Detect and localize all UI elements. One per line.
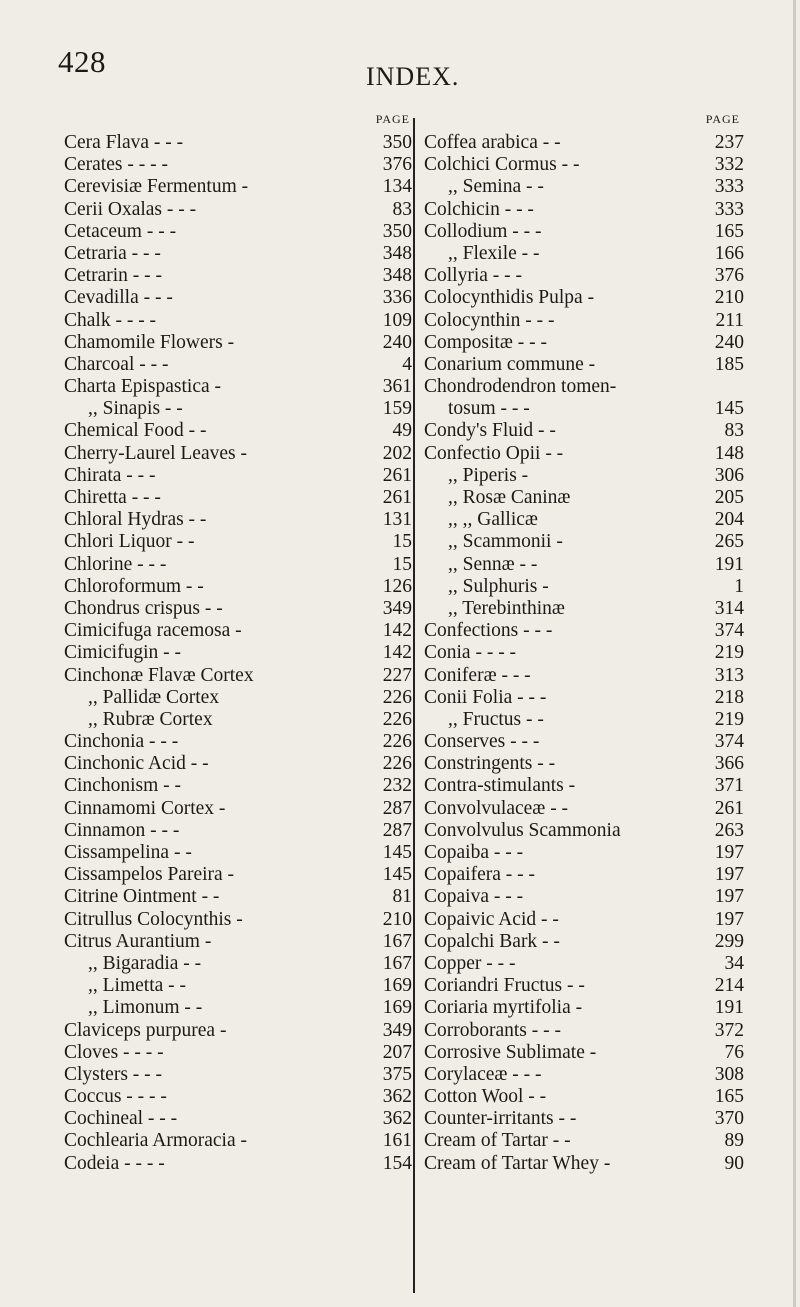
index-entry [64, 1042, 412, 1064]
index-term: Corylaceæ - - - [424, 1063, 542, 1085]
index-entry [424, 554, 744, 576]
index-term: Copaivic Acid - - [424, 908, 559, 930]
index-page-ref: 142 [382, 620, 412, 642]
index-term: ,, Sennæ - - [448, 553, 538, 575]
index-column-left [64, 112, 412, 1175]
index-term: Chondrodendron tomen- [424, 376, 617, 398]
index-page-ref: 313 [714, 664, 744, 686]
index-page-ref: 191 [714, 997, 744, 1019]
index-term: Constringents - - [424, 753, 556, 775]
index-entry [424, 665, 744, 687]
index-term: Conia - - - - [424, 642, 517, 664]
index-entry [64, 576, 412, 598]
index-entry [424, 709, 744, 731]
index-entry [64, 1153, 412, 1175]
index-entry [64, 1064, 412, 1086]
index-page-ref: 197 [714, 864, 744, 886]
index-entry [424, 775, 744, 797]
index-term: Corroborants - - - [424, 1019, 562, 1041]
index-page-ref: 145 [382, 864, 412, 886]
index-entry [64, 820, 412, 842]
index-entry [424, 576, 744, 598]
index-entry [64, 531, 412, 553]
index-term: Charta Epispastica - [64, 376, 222, 398]
index-entry [424, 420, 744, 442]
index-page-ref: 261 [382, 464, 412, 486]
index-term: Cinchonæ Flavæ Cortex [64, 664, 254, 686]
index-entry [64, 997, 412, 1019]
index-entry [424, 842, 744, 864]
index-term: ,, Flexile - - [448, 242, 540, 264]
index-term: Chlorine - - - [64, 553, 167, 575]
index-entry [64, 753, 412, 775]
index-entry [424, 798, 744, 820]
index-term: Collyria - - - [424, 265, 523, 287]
index-term: Cimicifugin - - [64, 642, 181, 664]
index-term: Conserves - - - [424, 731, 540, 753]
index-entry [64, 598, 412, 620]
index-term: Copalchi Bark - - [424, 930, 560, 952]
index-page-ref: 226 [382, 753, 412, 775]
index-page-ref: 362 [382, 1086, 412, 1108]
index-term: Chondrus crispus - - [64, 597, 223, 619]
index-entry [64, 709, 412, 731]
page-column-heading: PAGE [375, 112, 410, 126]
index-page-ref: 90 [724, 1152, 744, 1174]
index-term: Cloves - - - - [64, 1041, 164, 1063]
index-page-ref: 161 [382, 1130, 412, 1152]
index-entry [424, 199, 744, 221]
index-term: Citrullus Colocynthis - [64, 908, 243, 930]
index-term: Copaifera - - - [424, 864, 535, 886]
index-term: Cream of Tartar Whey - [424, 1152, 611, 1174]
index-page-ref: 287 [382, 797, 412, 819]
index-entry [424, 465, 744, 487]
index-entry [424, 931, 744, 953]
index-entry [424, 243, 744, 265]
index-term: Coccus - - - - [64, 1086, 167, 1108]
index-term: Cinchonism - - [64, 775, 181, 797]
index-term: Convolvulus Scammonia [424, 819, 621, 841]
index-page-ref: 332 [714, 154, 744, 176]
index-page-ref: 374 [714, 620, 744, 642]
index-entry [64, 199, 412, 221]
index-term: ,, Semina - - [448, 176, 544, 198]
index-page-ref: 191 [714, 553, 744, 575]
index-entry [424, 1130, 744, 1152]
index-entry [424, 221, 744, 243]
index-entry [64, 332, 412, 354]
index-page-ref: 333 [714, 176, 744, 198]
index-page-ref: 226 [382, 686, 412, 708]
index-page-ref: 154 [382, 1152, 412, 1174]
index-entry [64, 975, 412, 997]
index-entry [424, 642, 744, 664]
index-page-ref: 376 [382, 154, 412, 176]
index-entry [424, 687, 744, 709]
index-term: ,, Bigaradia - - [88, 952, 202, 974]
index-entry [64, 287, 412, 309]
index-entry [64, 176, 412, 198]
index-entry [64, 154, 412, 176]
index-page-ref: 165 [714, 1086, 744, 1108]
index-term: Colchicin - - - [424, 198, 534, 220]
index-page-ref: 336 [382, 287, 412, 309]
index-entry [64, 620, 412, 642]
index-page-ref: 375 [382, 1063, 412, 1085]
index-entry [424, 909, 744, 931]
index-term: ,, Scammonii - [448, 531, 563, 553]
index-term: ,, Limonum - - [88, 997, 203, 1019]
index-entry [64, 642, 412, 664]
index-entry [424, 953, 744, 975]
index-entry [424, 443, 744, 465]
index-entry [424, 287, 744, 309]
index-entry [64, 221, 412, 243]
index-term: Copaiva - - - [424, 886, 524, 908]
index-page-ref: 49 [392, 420, 412, 442]
index-entry [64, 243, 412, 265]
index-entry [424, 354, 744, 376]
index-entry [64, 953, 412, 975]
index-page-ref: 348 [382, 242, 412, 264]
index-entry [64, 265, 412, 287]
index-entry [64, 487, 412, 509]
index-term: ,, Fructus - - [448, 708, 544, 730]
index-term: ,, Terebinthinæ [448, 597, 565, 619]
index-page-ref: 166 [714, 242, 744, 264]
index-page-ref: 1 [734, 575, 744, 597]
index-term: Contra-stimulants - [424, 775, 576, 797]
index-term: Colchici Cormus - - [424, 154, 580, 176]
index-page-ref: 350 [382, 132, 412, 153]
index-term: Counter-irritants - - [424, 1108, 577, 1130]
index-page-ref: 83 [724, 420, 744, 442]
index-term: Cissampelina - - [64, 842, 192, 863]
index-term: tosum - - - [448, 398, 530, 420]
index-page-ref: 374 [714, 731, 744, 753]
index-term: Cissampelos Pareira - [64, 864, 235, 886]
index-page-ref: 145 [714, 398, 744, 420]
index-page-ref: 83 [392, 198, 412, 220]
index-term: Cerates - - - - [64, 154, 168, 176]
index-term: Conarium commune - [424, 353, 596, 375]
index-page-ref: 145 [382, 842, 412, 863]
index-entry [64, 909, 412, 931]
index-entry [424, 265, 744, 287]
index-term: Charcoal - - - [64, 353, 169, 375]
index-entry [424, 332, 744, 354]
index-page-ref: 349 [382, 597, 412, 619]
index-term: Chemical Food - - [64, 420, 207, 442]
index-page-ref: 207 [382, 1041, 412, 1063]
index-page-ref: 214 [714, 975, 744, 997]
index-entry [64, 886, 412, 908]
index-entry [424, 509, 744, 531]
index-term: Cinchonia - - - [64, 731, 179, 753]
page-column-heading: PAGE [705, 112, 740, 126]
index-term: Cerii Oxalas - - - [64, 198, 197, 220]
index-page-ref: 219 [714, 642, 744, 664]
index-page-ref: 261 [382, 487, 412, 508]
index-term: Citrus Aurantium - [64, 930, 212, 952]
index-term: Cimicifuga racemosa - [64, 620, 242, 642]
page-number: 428 [58, 44, 106, 79]
index-page-ref: 197 [714, 886, 744, 908]
index-term: Confectio Opii - - [424, 442, 564, 464]
index-term: ,, Piperis - [448, 464, 529, 486]
index-term: Convolvulaceæ - - [424, 797, 569, 819]
index-term: Compositæ - - - [424, 331, 547, 353]
index-page-ref: 165 [714, 220, 744, 242]
index-term: Cotton Wool - - [424, 1086, 547, 1108]
index-page-ref: 197 [714, 842, 744, 863]
index-term: Colocynthin - - - [424, 309, 555, 331]
index-page-ref: 205 [714, 487, 744, 508]
index-page-ref: 263 [714, 819, 744, 841]
index-term: ,, Sinapis - - [88, 398, 183, 420]
index-term: Coriaria myrtifolia - [424, 997, 583, 1019]
index-page-ref: 169 [382, 975, 412, 997]
index-page-ref: 370 [714, 1108, 744, 1130]
index-entry [64, 398, 412, 420]
index-entry [64, 443, 412, 465]
index-term: ,, Limetta - - [88, 975, 187, 997]
index-page-ref: 261 [714, 797, 744, 819]
index-term: Chiretta - - - [64, 487, 161, 508]
index-page-ref: 126 [382, 575, 412, 597]
index-entry [424, 864, 744, 886]
index-term: Cerevisiæ Fermentum - [64, 176, 249, 198]
index-page-ref: 159 [382, 398, 412, 420]
index-term: Confections - - - [424, 620, 553, 642]
index-page-ref: 240 [382, 331, 412, 353]
index-entry [424, 1042, 744, 1064]
index-term: Chalk - - - - [64, 309, 157, 331]
index-entry [424, 154, 744, 176]
index-entry [64, 509, 412, 531]
index-page-ref: 202 [382, 442, 412, 464]
index-page-ref: 169 [382, 997, 412, 1019]
index-entry [424, 310, 744, 332]
index-entry [424, 731, 744, 753]
index-page-ref: 218 [714, 686, 744, 708]
index-page-ref: 237 [714, 132, 744, 153]
index-page-ref: 134 [382, 176, 412, 198]
index-term: Condy's Fluid - - [424, 420, 556, 442]
index-page-ref: 372 [714, 1019, 744, 1041]
index-page-ref: 299 [714, 930, 744, 952]
index-term: Chloroformum - - [64, 575, 204, 597]
index-page-ref: 361 [382, 376, 412, 398]
index-term: Coriandri Fructus - - [424, 975, 585, 997]
index-page-ref: 226 [382, 708, 412, 730]
index-term: Cevadilla - - - [64, 287, 173, 309]
index-page-ref: 349 [382, 1019, 412, 1041]
index-page-ref: 348 [382, 265, 412, 287]
index-entry [64, 132, 412, 154]
index-entry [64, 665, 412, 687]
index-page-ref: 142 [382, 642, 412, 664]
index-term: Chloral Hydras - - [64, 509, 207, 531]
index-term: Colocynthidis Pulpa - [424, 287, 595, 309]
index-entry [64, 864, 412, 886]
index-page-ref: 109 [382, 309, 412, 331]
index-entry [64, 1130, 412, 1152]
index-entry [424, 886, 744, 908]
index-entry [424, 176, 744, 198]
index-page-ref: 76 [724, 1041, 744, 1063]
index-term: Conii Folia - - - [424, 686, 547, 708]
index-entry [424, 1153, 744, 1175]
index-term: Citrine Ointment - - [64, 886, 220, 908]
index-entry [424, 1086, 744, 1108]
index-page-ref: 314 [714, 597, 744, 619]
index-page-ref: 265 [714, 531, 744, 553]
index-page-ref: 350 [382, 220, 412, 242]
index-entry [424, 1108, 744, 1130]
index-term: Cherry-Laurel Leaves - [64, 442, 247, 464]
index-term: Cetaceum - - - [64, 220, 177, 242]
index-page-ref: 227 [382, 664, 412, 686]
index-term: Coffea arabica - - [424, 132, 561, 153]
index-page-ref: 81 [392, 886, 412, 908]
index-page-ref: 333 [714, 198, 744, 220]
index-page-ref: 226 [382, 731, 412, 753]
index-term: ,, ,, Gallicæ [448, 509, 538, 531]
index-page-ref: 167 [382, 952, 412, 974]
index-term: Cetraria - - - [64, 242, 161, 264]
page-edge [793, 0, 796, 1307]
index-page-ref: 185 [714, 353, 744, 375]
index-entry [64, 842, 412, 864]
index-page-ref: 240 [714, 331, 744, 353]
index-page-ref: 167 [382, 930, 412, 952]
index-entry [424, 1064, 744, 1086]
index-entry [64, 354, 412, 376]
index-term: Cinchonic Acid - - [64, 753, 209, 775]
index-term: Chlori Liquor - - [64, 531, 195, 553]
index-entry [424, 598, 744, 620]
index-column-right [424, 112, 744, 1175]
index-term: Chamomile Flowers - [64, 331, 235, 353]
index-entry [424, 753, 744, 775]
index-page-ref: 219 [714, 708, 744, 730]
index-entry [64, 1108, 412, 1130]
index-term: Cream of Tartar - - [424, 1130, 571, 1152]
index-page-ref: 34 [724, 952, 744, 974]
index-entry [424, 398, 744, 420]
index-entry [424, 1020, 744, 1042]
index-term: Cochlearia Armoracia - [64, 1130, 247, 1152]
index-term: Coniferæ - - - [424, 664, 531, 686]
index-entry [64, 420, 412, 442]
index-term: Copper - - - [424, 952, 516, 974]
index-page-ref: 211 [715, 309, 744, 331]
index-entry [424, 487, 744, 509]
index-entry [424, 975, 744, 997]
index-page-ref: 197 [714, 908, 744, 930]
index-page-ref: 366 [714, 753, 744, 775]
index-entry [424, 531, 744, 553]
index-term: Chirata - - - [64, 464, 156, 486]
index-term: ,, Rubræ Cortex [88, 708, 213, 730]
index-page-ref: 232 [382, 775, 412, 797]
index-page-ref: 371 [714, 775, 744, 797]
index-page-ref: 15 [392, 553, 412, 575]
column-divider [413, 118, 415, 1293]
index-entry [424, 132, 744, 154]
index-term: ,, Sulphuris - [448, 575, 549, 597]
index-term: Cetrarin - - - [64, 265, 162, 287]
index-page-ref: 89 [724, 1130, 744, 1152]
index-entry [424, 376, 744, 398]
index-entry [64, 798, 412, 820]
index-entry [64, 687, 412, 709]
index-entry [64, 554, 412, 576]
index-term: ,, Rosæ Caninæ [448, 487, 571, 508]
index-term: Cinnamon - - - [64, 819, 180, 841]
index-page-ref: 210 [382, 908, 412, 930]
index-page-ref: 362 [382, 1108, 412, 1130]
index-page-ref: 306 [714, 464, 744, 486]
index-page-ref: 4 [402, 353, 412, 375]
index-term: ,, Pallidæ Cortex [88, 686, 220, 708]
index-page-ref: 308 [714, 1063, 744, 1085]
index-term: Cinnamomi Cortex - [64, 797, 226, 819]
index-entry [424, 820, 744, 842]
index-term: Cochineal - - - [64, 1108, 178, 1130]
index-entry [424, 620, 744, 642]
index-term: Cera Flava - - - [64, 132, 184, 153]
index-entry [64, 310, 412, 332]
index-term: Clysters - - - [64, 1063, 163, 1085]
index-entry [424, 997, 744, 1019]
index-entry [64, 775, 412, 797]
index-page-ref: 287 [382, 819, 412, 841]
index-entry [64, 931, 412, 953]
running-head: INDEX. [366, 62, 460, 91]
index-term: Collodium - - - [424, 220, 542, 242]
index-term: Corrosive Sublimate - [424, 1041, 597, 1063]
index-term: Claviceps purpurea - [64, 1019, 227, 1041]
index-page-ref: 210 [714, 287, 744, 309]
index-page-ref: 204 [714, 509, 744, 531]
index-entry [64, 1086, 412, 1108]
index-entry [64, 376, 412, 398]
index-term: Codeia - - - - [64, 1152, 165, 1174]
index-term: Copaiba - - - [424, 842, 524, 863]
index-page-ref: 148 [714, 442, 744, 464]
index-entry [64, 731, 412, 753]
index-entry [64, 465, 412, 487]
index-page-ref: 131 [382, 509, 412, 531]
index-entry [64, 1020, 412, 1042]
index-page-ref: 376 [714, 265, 744, 287]
index-page-ref: 15 [392, 531, 412, 553]
